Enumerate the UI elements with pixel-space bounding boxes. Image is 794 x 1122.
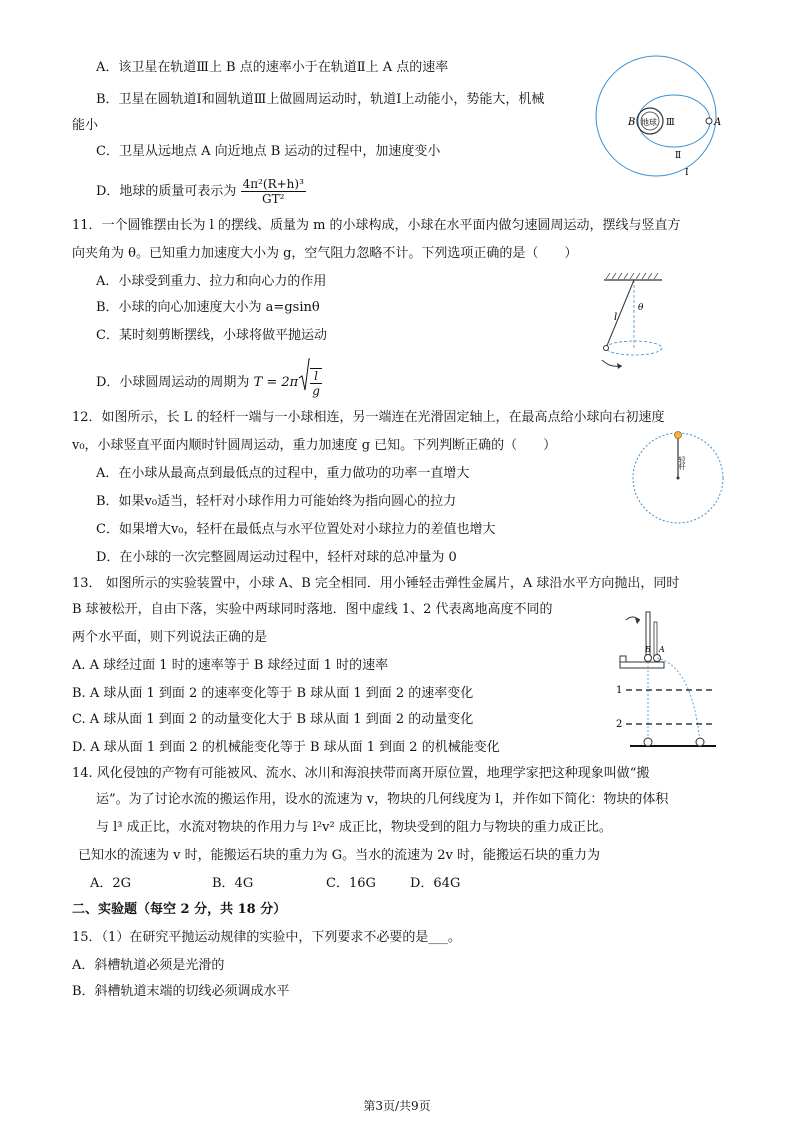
q10-mass-formula (241, 177, 306, 206)
q12-option-d: D．在小球的一次完整圆周运动过程中，轻杆对球的总冲量为 0 (96, 550, 457, 565)
ball-icon (675, 432, 682, 439)
q10-option-c: C．卫星从远地点 A 向近地点 B 运动的过程中，加速度变小 (96, 144, 441, 159)
label-plane-1: 1 (616, 685, 623, 696)
q11-period-numerator: l (310, 369, 322, 384)
label-plane-2: 2 (616, 719, 623, 730)
q10-formula-denominator: GT² (262, 192, 285, 206)
q10-option-a: A．该卫星在轨道Ⅲ上 B 点的速率小于在轨道Ⅱ上 A 点的速率 (96, 60, 449, 75)
q11-option-d (96, 358, 322, 407)
landed-ball-a-icon (696, 738, 704, 746)
metal-strip (654, 622, 657, 656)
q14-stem-line3: 与 l³ 成正比，水流对物块的作用力与 l²v² 成正比，物块受到的阻力与物块的重力成正比。 (96, 820, 612, 835)
q11-option-d-prefix: D．小球圆周运动的周期为 (96, 375, 250, 390)
q11-option-a: A．小球受到重力、拉力和向心力的作用 (96, 274, 327, 289)
q11-period-fraction (310, 368, 322, 398)
q12-option-a: A．在小球从最高点到最低点的过程中，重力做功的功率一直增大 (96, 466, 470, 481)
q10-orbit-figure (590, 50, 726, 180)
q12-stem-line1: 12．如图所示，长 L 的轻杆一端与一小球相连，另一端连在光滑固定轴上，在最高点给小球向右初速度 (72, 410, 665, 425)
q14-stem-line1: 14. 风化侵蚀的产物有可能被风、流水、冰川和海浪挟带而离开原位置，地理学家把这种现象叫做“搬 (72, 766, 650, 781)
ceiling-hatch (606, 273, 658, 279)
q10-option-d-prefix: D．地球的质量可表示为 (96, 184, 237, 199)
pendulum-string (606, 280, 634, 348)
q13-option-c: C. A 球从面 1 到面 2 的动量变化大于 B 球从面 1 到面 2 的动量变化 (72, 712, 474, 727)
q14-option-d: D．64G (410, 876, 461, 891)
pivot-icon (677, 477, 680, 480)
q13-option-d: D. A 球从面 1 到面 2 的机械能变化等于 B 球从面 1 到面 2 的机械能变化 (72, 740, 500, 755)
ball-icon (604, 346, 609, 351)
q11-pendulum-figure (596, 270, 676, 374)
label-ii: Ⅱ (675, 151, 682, 161)
label-iii: Ⅲ (666, 118, 675, 128)
a-projectile-path (657, 658, 700, 742)
q15-option-a: A．斜槽轨道必须是光滑的 (72, 958, 225, 973)
q10-formula-numerator: 4π²(R+h)³ (242, 177, 304, 191)
label-rod: 轻杆 (678, 456, 686, 470)
q11-period-denominator: g (312, 383, 320, 398)
ball-b-icon (645, 655, 652, 662)
q14-stem-line2: 运”。为了讨论水流的搬运作用，设水的流速为 v，物块的几何线度为 l，并作如下简化：物块的体积 (96, 792, 669, 807)
q12-option-c: C．如果增大v₀，轻杆在最低点与水平位置处对小球拉力的差值也增大 (96, 522, 496, 537)
q12-option-b: B．如果v₀适当，轻杆对小球作用力可能始终为指向圆心的拉力 (96, 494, 457, 509)
label-i: Ⅰ (685, 168, 689, 178)
label-l: l (614, 312, 618, 323)
q12-rod-figure (630, 428, 726, 532)
q12-stem-line2: v₀，小球竖直平面内顺时针圆周运动，重力加速度 g 已知。下列判断正确的（ ） (72, 438, 557, 453)
label-earth: 地球 (641, 118, 657, 127)
section-title: 二、实验题（每空 2 分，共 18 分） (72, 902, 287, 917)
label-b: B (628, 117, 636, 128)
q15-stem: 15．（1）在研究平抛运动规律的实验中，下列要求不必要的是___。 (72, 930, 461, 945)
q14-option-b: B．4G (212, 876, 254, 891)
q13-stem-line3: 两个水平面，则下列说法正确的是 (72, 630, 268, 645)
q11-option-c: C．某时刻剪断摆线，小球将做平抛运动 (96, 328, 327, 343)
sqrt-icon (298, 358, 310, 407)
label-theta: θ (638, 303, 644, 313)
q11-stem-line1: 11．一个圆锥摆由长为 l 的摆线、质量为 m 的小球构成，小球在水平面内做匀速圆周运动，摆线与竖直方 (72, 218, 681, 233)
page-number: 第3页/共9页 (363, 1099, 431, 1113)
label-a: A (714, 117, 722, 128)
q11-option-b: B．小球的向心加速度大小为 a=gsinθ (96, 300, 320, 315)
point-a-marker (706, 118, 712, 124)
q10-option-d (96, 176, 306, 208)
q15-option-b: B．斜槽轨道末端的切线必须调成水平 (72, 984, 290, 999)
label-b: B (645, 645, 651, 654)
q10-option-b-line1: B．卫星在圆轨道Ⅰ和圆轨道Ⅲ上做圆周运动时，轨道Ⅰ上动能小，势能大，机械 (96, 92, 545, 107)
label-a: A (659, 645, 665, 654)
q13-stem-line1: 13． 如图所示的实验装置中，小球 A、B 完全相同．用小锤轻击弹性金属片，A 球沿水平方向抛出，同时 (72, 576, 680, 591)
q13-option-b: B. A 球从面 1 到面 2 的速率变化等于 B 球从面 1 到面 2 的速率变化 (72, 686, 474, 701)
q11-period-lhs: T = 2π (253, 375, 299, 390)
q13-stem-line2: B 球被松开，自由下落，实验中两球同时落地．图中虚线 1、2 代表离地高度不同的 (72, 602, 553, 617)
q14-stem-line4: 已知水的流速为 v 时，能搬运石块的重力为 G。当水的流速为 2v 时，能搬运石块的重力为 (78, 848, 601, 863)
q14-option-c: C．16G (326, 876, 376, 891)
q14-option-a: A．2G (90, 876, 132, 891)
q13-apparatus-figure (612, 606, 722, 752)
q11-stem-line2: 向夹角为 θ。已知重力加速度大小为 g，空气阻力忽略不计。下列选项正确的是（ ） (72, 246, 578, 261)
q10-option-b-line2: 能小 (72, 118, 99, 133)
q13-option-a: A. A 球经过面 1 时的速率等于 B 球经过面 1 时的速率 (72, 658, 389, 673)
base-plate (620, 662, 664, 668)
landed-ball-b-icon (644, 738, 652, 746)
